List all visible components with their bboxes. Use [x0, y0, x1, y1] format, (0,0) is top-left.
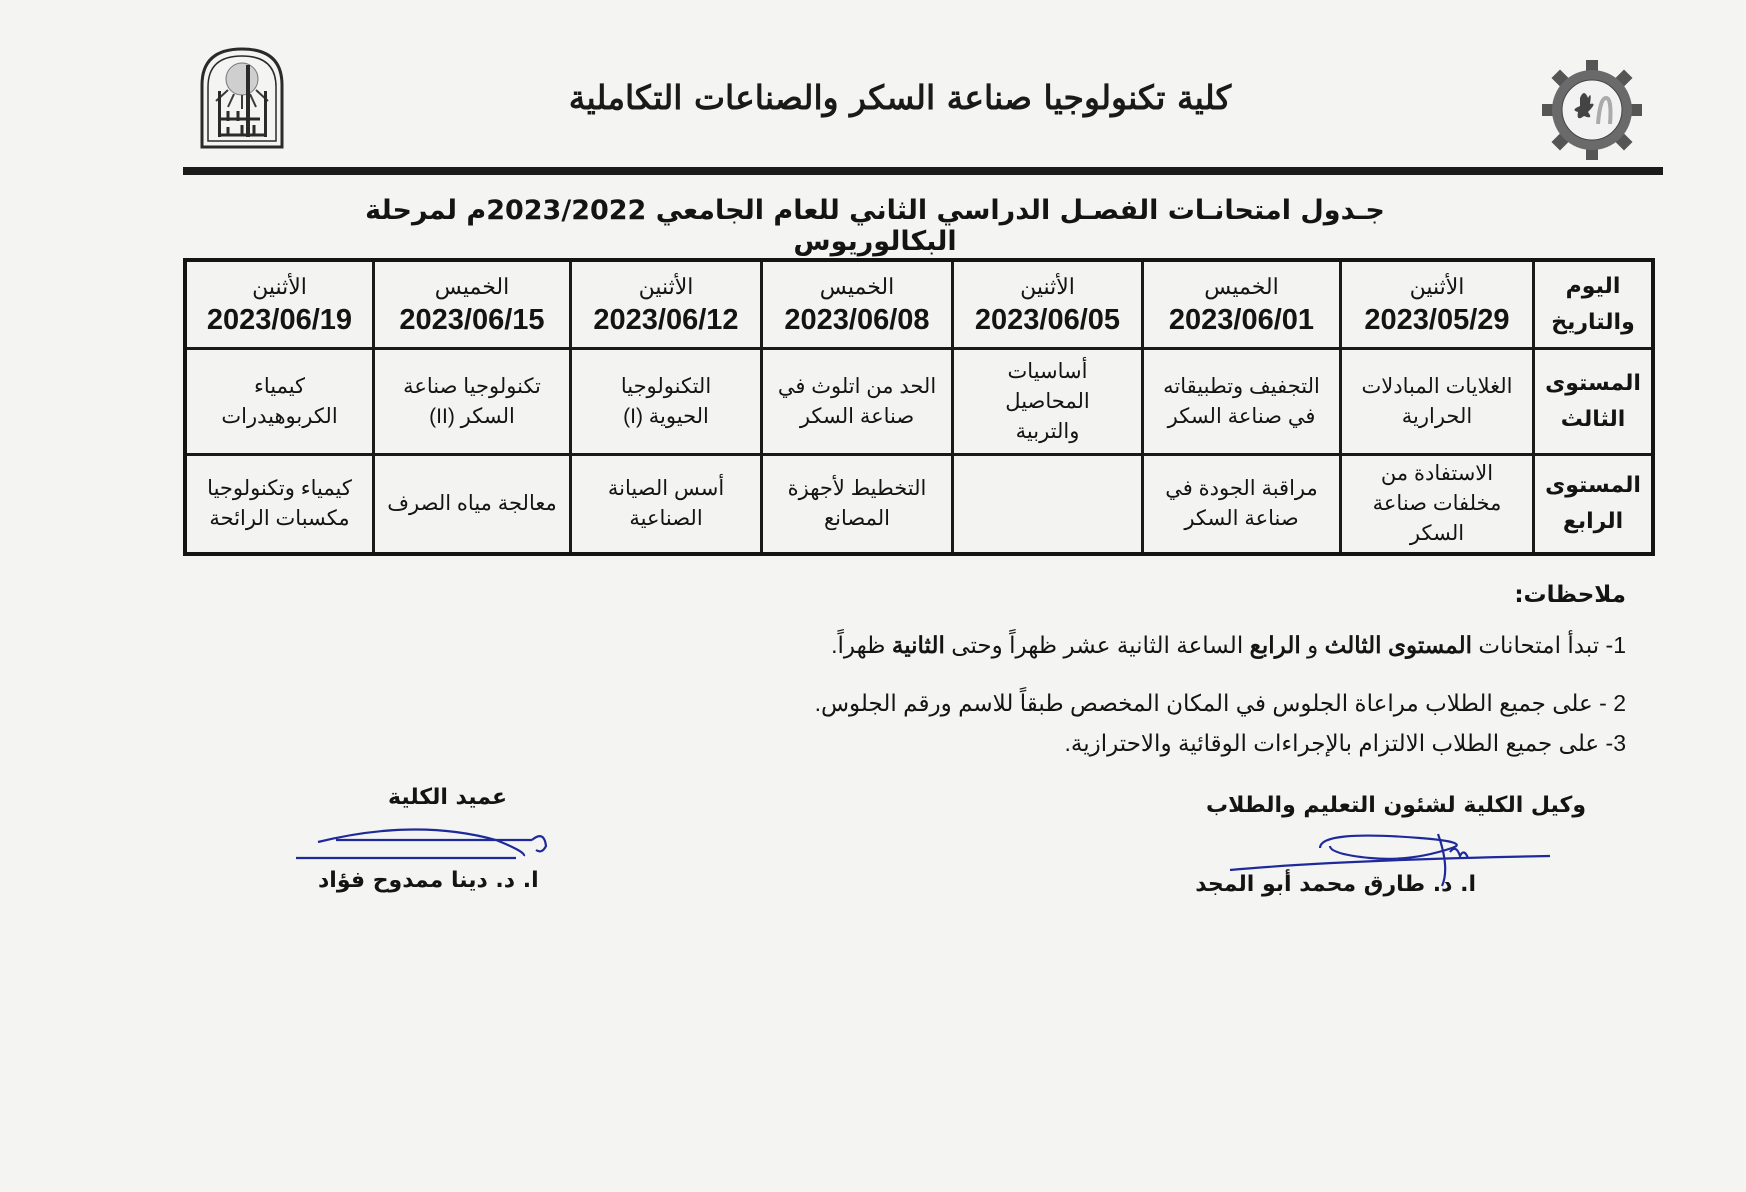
course-line: صناعة السكر: [1184, 507, 1299, 530]
course-line: تكنولوجيا صناعة: [403, 374, 541, 398]
course-line: أسس الصيانة: [607, 477, 725, 500]
schedule-title: جـدول امتحانـات الفصـل الدراسي الثاني للعام الجامعي 2023/2022م لمرحلة البكالوريوس: [365, 195, 1385, 257]
corner-header: [1532, 262, 1651, 350]
vice-dean-title: وكيل الكلية لشئون التعليم والطلاب: [1206, 793, 1586, 818]
note-text: و: [1300, 632, 1325, 658]
note-1: [831, 632, 1626, 659]
dean-name: ا. د. دينا ممدوح فؤاد: [318, 868, 539, 893]
row-header-line: المستوى: [1545, 370, 1641, 396]
course-line: كيمياء وتكنولوجيا: [207, 477, 352, 500]
course-line: أساسيات: [1007, 359, 1088, 383]
row-header-line: المستوى: [1545, 473, 1641, 498]
header-divider: [183, 167, 1663, 175]
day-label: الخميس: [1204, 273, 1279, 299]
exam-cell: [372, 350, 569, 456]
course-line: معالجة مياه الصرف: [387, 492, 557, 515]
dean-title: عميد الكلية: [388, 785, 508, 810]
course-line: المصانع: [824, 507, 891, 530]
course-line: السكر (II): [429, 404, 515, 428]
day-label: الخميس: [434, 273, 510, 299]
exam-cell: [569, 456, 760, 552]
course-line: الغلايات المبادلات: [1361, 374, 1513, 398]
note-text: 1- تبدأ امتحانات: [1472, 632, 1626, 658]
course-line: والتربية: [1015, 419, 1080, 443]
column-header: [951, 262, 1141, 350]
note-text: الساعة الثانية عشر ظهراً وحتى: [944, 632, 1250, 658]
course-line: السكر: [1409, 522, 1465, 545]
course-line: الحرارية: [1401, 404, 1473, 428]
exam-cell: [760, 456, 951, 552]
date-label: 2023/06/01: [1168, 303, 1315, 336]
course-line: الصناعية: [629, 507, 703, 530]
row-header-line: الرابع: [1562, 509, 1624, 534]
column-header: [1141, 262, 1339, 350]
column-header: [187, 262, 372, 350]
course-line: صناعة السكر: [799, 404, 915, 428]
course-line: الحد من اتلوث في: [777, 374, 937, 398]
vice-dean-name: ا. د. طارق محمد أبو المجد: [1195, 872, 1476, 897]
day-label: الأثنين: [252, 273, 307, 299]
day-label: الخميس: [819, 273, 895, 299]
exam-cell: [569, 350, 760, 456]
course-line: المحاصيل: [1005, 389, 1090, 413]
course-line: مراقبة الجودة في: [1165, 477, 1318, 500]
exam-cell: [1141, 456, 1339, 552]
column-header: [1339, 262, 1532, 350]
note-emphasis: الرابع: [1249, 632, 1301, 658]
course-line: الحيوية (I): [623, 404, 709, 428]
date-label: 2023/06/15: [399, 303, 545, 336]
exam-cell: [1141, 350, 1339, 456]
note-emphasis: الثانية: [891, 632, 945, 658]
date-label: 2023/06/19: [206, 303, 353, 336]
college-name: كلية تكنولوجيا صناعة السكر والصناعات التكاملية: [568, 78, 1232, 117]
date-label: 2023/05/29: [1364, 303, 1510, 336]
column-header: [372, 262, 569, 350]
date-label: 2023/06/08: [784, 303, 930, 336]
course-line: الكربوهيدرات: [221, 404, 338, 428]
course-line: التكنولوجيا: [620, 374, 712, 398]
exam-schedule-table: [183, 258, 1655, 556]
note-emphasis: المستوى الثالث: [1324, 632, 1472, 658]
course-line: التخطيط لأجهزة: [787, 477, 927, 500]
corner-header-line: والتاريخ: [1551, 309, 1635, 335]
corner-header-line: اليوم: [1565, 273, 1621, 299]
exam-cell: [1339, 456, 1532, 552]
row-header-line: الثالث: [1560, 406, 1626, 432]
row-header-level-3: [1532, 350, 1651, 456]
exam-cell: [187, 456, 372, 552]
column-header: [569, 262, 760, 350]
exam-cell-empty: [951, 456, 1141, 552]
note-3: 3- على جميع الطلاب الالتزام بالإجراءات الوقائية والاحترازية.: [1064, 730, 1626, 756]
course-line: في صناعة السكر: [1167, 404, 1316, 428]
note-2: 2 - على جميع الطلاب مراعاة الجلوس في المكان المخصص طبقاً للاسم ورقم الجلوس.: [814, 690, 1626, 716]
course-line: كيمياء: [253, 374, 306, 398]
exam-cell: [760, 350, 951, 456]
notes-title: ملاحظات:: [1514, 582, 1626, 608]
day-label: الأثنين: [1020, 273, 1075, 299]
day-label: الأثنين: [1409, 273, 1465, 299]
day-label: الأثنين: [638, 273, 694, 299]
assiut-university-logo: [198, 45, 286, 149]
course-line: مكسبات الرائحة: [209, 507, 350, 530]
course-line: الاستفادة من: [1380, 462, 1494, 485]
column-header: [760, 262, 951, 350]
exam-cell: [372, 456, 569, 552]
note-text: ظهراً.: [831, 632, 892, 658]
course-line: مخلفات صناعة: [1372, 492, 1502, 515]
exam-cell: [187, 350, 372, 456]
faculty-logo: [1540, 58, 1644, 162]
exam-cell: [1339, 350, 1532, 456]
gear-emblem-icon: [1540, 58, 1644, 162]
university-emblem-icon: [198, 45, 286, 149]
dean-signature-icon: [296, 822, 576, 872]
exam-cell: [951, 350, 1141, 456]
course-line: التجفيف وتطبيقاته: [1163, 374, 1320, 398]
row-header-level-4: [1532, 456, 1651, 552]
date-label: 2023/06/12: [593, 303, 739, 336]
date-label: 2023/06/05: [974, 303, 1121, 336]
